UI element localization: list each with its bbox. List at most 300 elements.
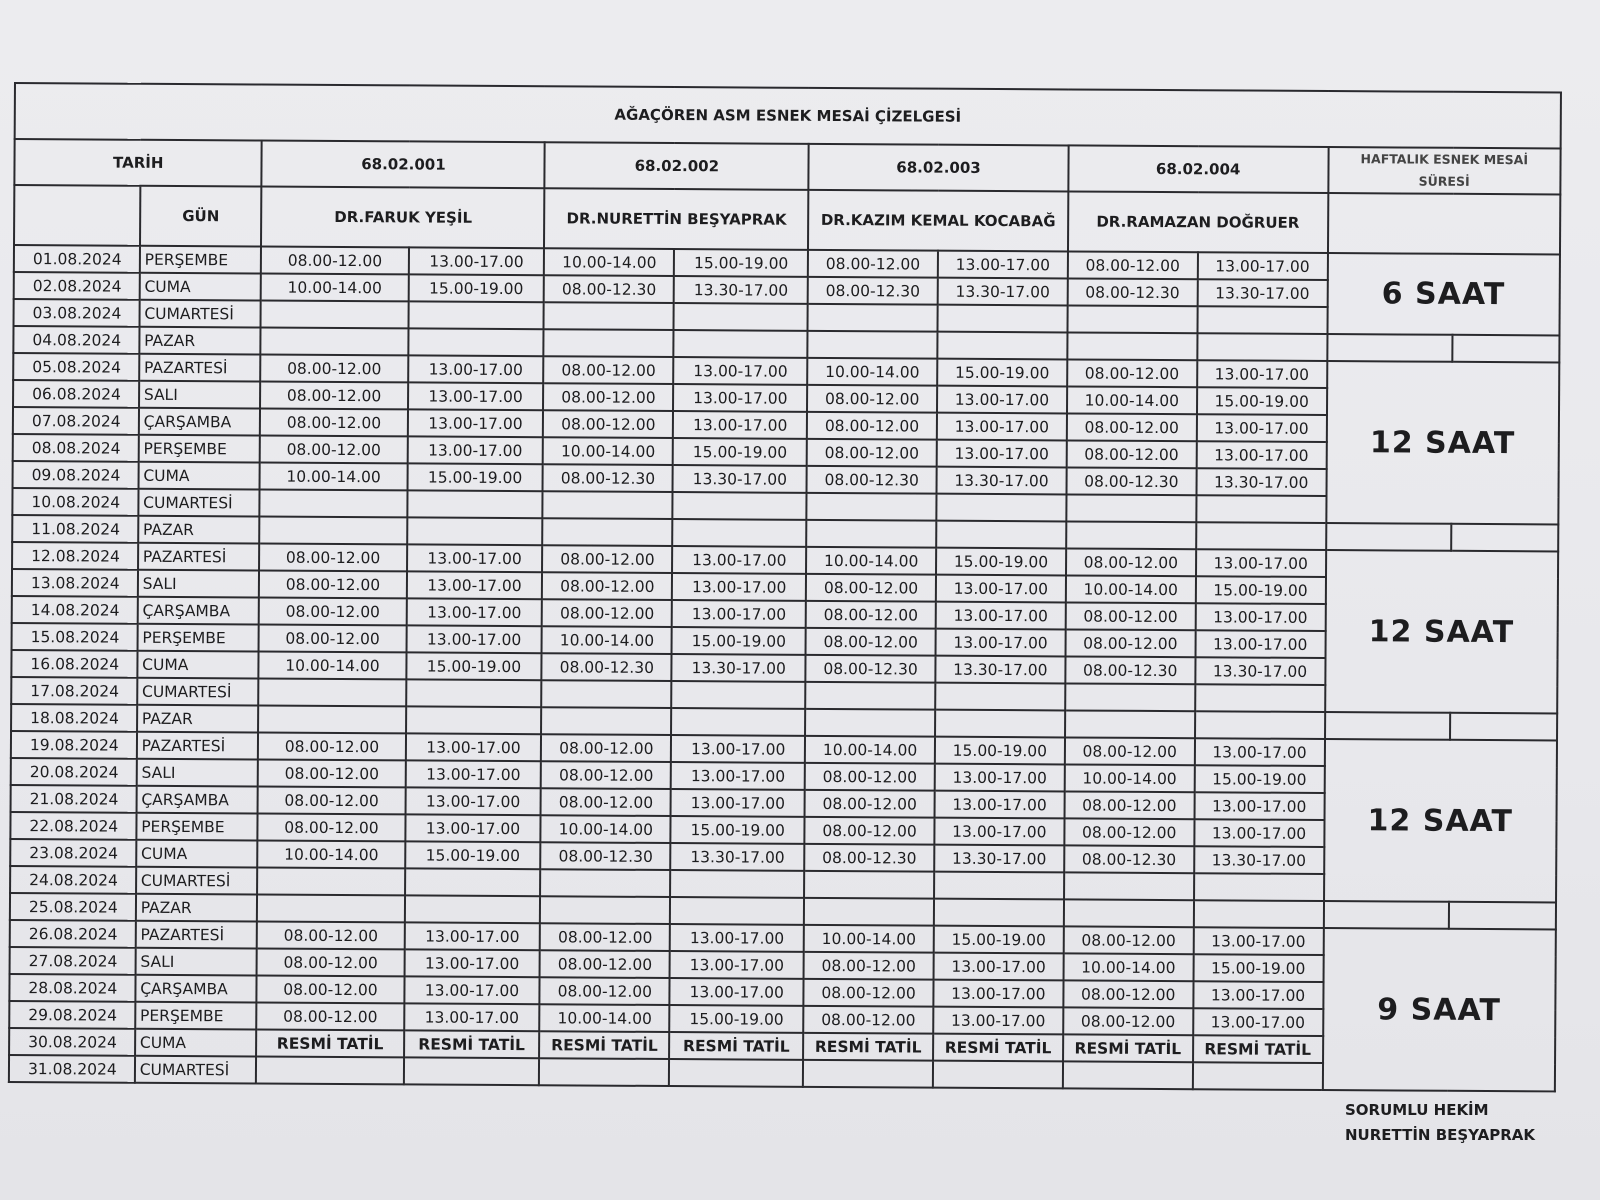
shift-cell: 13.30-17.00 [671,843,805,871]
shift-cell [935,683,1065,711]
shift-cell: 13.00-17.00 [671,789,805,817]
shift-cell: 08.00-12.00 [805,817,935,845]
shift-cell: 13.00-17.00 [406,571,542,599]
shift-cell [1066,521,1196,549]
shift-cell [544,302,674,330]
shift-cell: 08.00-12.00 [806,601,936,629]
page-title: AĞAÇÖREN ASM ESNEK MESAİ ÇİZELGESİ [15,83,1561,148]
shift-cell: 08.00-12.00 [807,439,937,467]
doctor-name-1: DR.FARUK YEŞİL [261,187,544,249]
shift-cell: 08.00-12.00 [540,950,670,978]
shift-cell: 08.00-12.00 [1063,980,1193,1008]
shift-cell: 13.30-17.00 [673,465,807,493]
shift-cell: 15.00-19.00 [673,438,807,466]
shift-cell: 08.00-12.30 [542,653,672,681]
shift-cell: 10.00-14.00 [259,652,406,680]
shift-cell: 08.00-12.00 [543,383,673,411]
day-cell: PERŞEMBE [138,435,260,463]
shift-cell: 08.00-12.00 [1065,737,1195,765]
shift-cell [1064,872,1194,900]
date-cell: 11.08.2024 [12,515,138,543]
shift-cell: 13.00-17.00 [407,409,543,437]
shift-cell: 08.00-12.00 [257,922,404,950]
shift-cell [670,897,804,925]
shift-cell: 13.00-17.00 [934,818,1064,846]
shift-cell: 08.00-12.00 [807,412,937,440]
shift-cell: 13.00-17.00 [1198,252,1328,280]
shift-cell [805,682,935,710]
shift-cell: 13.00-17.00 [934,953,1064,981]
weekly-hours-cell: 6 SAAT [1327,253,1560,335]
shift-cell: 15.00-19.00 [671,816,805,844]
shift-cell: 13.00-17.00 [405,814,541,842]
shift-cell: 08.00-12.00 [805,790,935,818]
shift-cell: 08.00-12.00 [258,814,405,842]
date-cell: 08.08.2024 [13,434,139,462]
shift-cell [938,305,1068,333]
date-cell: 01.08.2024 [14,245,140,273]
shift-cell: 13.00-17.00 [405,733,541,761]
shift-cell: 08.00-12.00 [260,409,407,437]
shift-cell: 08.00-12.00 [259,598,406,626]
shift-cell: 15.00-19.00 [1194,765,1324,793]
shift-cell: 13.00-17.00 [670,924,804,952]
date-subheader [14,185,140,246]
shift-cell [1065,710,1195,738]
shift-cell [936,494,1066,522]
shift-cell [674,303,808,331]
shift-cell: 13.00-17.00 [938,251,1068,279]
shift-cell: 13.00-17.00 [670,978,804,1006]
shift-cell: 15.00-19.00 [406,652,542,680]
shift-cell: 08.00-12.00 [259,571,406,599]
shift-cell [808,304,938,332]
day-cell: CUMA [136,840,258,868]
shift-cell: 13.00-17.00 [404,949,540,977]
shift-cell: 13.00-17.00 [1195,738,1325,766]
shift-cell: 10.00-14.00 [805,736,935,764]
shift-cell: RESMİ TATİL [669,1032,803,1060]
date-cell: 10.08.2024 [12,488,138,516]
shift-cell: 08.00-12.00 [1067,413,1197,441]
shift-cell: 08.00-12.00 [540,977,670,1005]
date-cell: 09.08.2024 [13,461,139,489]
shift-cell [935,710,1065,738]
shift-cell: 13.00-17.00 [935,764,1065,792]
shift-cell [544,329,674,357]
shift-cell: 13.00-17.00 [672,573,806,601]
unit-code-2: 68.02.002 [545,142,809,190]
shift-cell [540,896,670,924]
shift-cell [408,328,544,356]
shift-cell [1194,873,1324,901]
shift-cell: 15.00-19.00 [674,249,808,277]
shift-cell [257,895,404,923]
shift-cell: 10.00-14.00 [1063,953,1193,981]
shift-cell: 08.00-12.00 [257,1003,404,1031]
day-cell: CUMA [137,651,259,679]
shift-cell [259,679,406,707]
shift-cell: 08.00-12.00 [804,979,934,1007]
shift-cell: 13.00-17.00 [408,355,544,383]
date-cell: 13.08.2024 [12,569,138,597]
shift-cell: 08.00-12.00 [1068,251,1198,279]
date-cell: 26.08.2024 [10,920,136,948]
shift-cell: 13.00-17.00 [673,384,807,412]
shift-cell [803,1060,933,1088]
shift-cell: 08.00-12.00 [804,952,934,980]
shift-cell [936,521,1066,549]
day-cell: PAZAR [138,516,260,544]
day-cell: ÇARŞAMBA [135,975,257,1003]
shift-cell [256,1056,403,1084]
shift-cell: 13.00-17.00 [935,791,1065,819]
signature-name: NURETTİN BEŞYAPRAK [1345,1126,1535,1144]
shift-cell: 13.00-17.00 [936,602,1066,630]
shift-cell: 13.00-17.00 [937,440,1067,468]
shift-cell: 08.00-12.30 [1068,278,1198,306]
date-cell: 19.08.2024 [11,731,137,759]
shift-cell [260,490,407,518]
shift-cell: 13.00-17.00 [673,411,807,439]
day-cell: PAZARTESİ [139,354,261,382]
shift-cell: 08.00-12.00 [541,761,671,789]
shift-cell: 10.00-14.00 [542,626,672,654]
shift-cell: 15.00-19.00 [1193,954,1323,982]
shift-cell: 13.30-17.00 [674,276,808,304]
shift-cell: 13.00-17.00 [404,922,540,950]
shift-cell: 13.00-17.00 [672,600,806,628]
shift-cell: 13.00-17.00 [404,976,540,1004]
shift-cell: 13.30-17.00 [935,656,1065,684]
shift-cell [804,898,934,926]
shift-cell: 13.00-17.00 [406,598,542,626]
shift-cell: 13.00-17.00 [406,625,542,653]
shift-cell: 10.00-14.00 [807,358,937,386]
weekly-hours-cell: 12 SAAT [1326,361,1559,524]
day-cell: PAZARTESİ [135,921,257,949]
shift-cell: RESMİ TATİL [933,1034,1063,1062]
shift-cell: 08.00-12.00 [260,436,407,464]
shift-cell: 08.00-12.30 [1065,656,1195,684]
shift-cell: 10.00-14.00 [541,815,671,843]
shift-cell: 13.00-17.00 [1195,603,1325,631]
date-cell: 18.08.2024 [11,704,137,732]
shift-cell: 13.30-17.00 [937,467,1067,495]
shift-cell: 15.00-19.00 [936,548,1066,576]
shift-cell [1197,306,1327,334]
shift-cell: 13.00-17.00 [671,735,805,763]
shift-cell [1195,711,1325,739]
shift-cell: 13.00-17.00 [933,980,1063,1008]
shift-cell: RESMİ TATİL [404,1030,540,1058]
shift-cell: 13.00-17.00 [1193,1008,1323,1036]
shift-cell: 08.00-12.00 [1064,791,1194,819]
date-cell: 12.08.2024 [12,542,138,570]
shift-cell: 08.00-12.00 [261,247,408,275]
shift-cell: 08.00-12.00 [261,355,408,383]
date-cell: 04.08.2024 [13,326,139,354]
shift-cell: 13.00-17.00 [1193,927,1323,955]
date-cell: 03.08.2024 [14,299,140,327]
shift-cell: 08.00-12.00 [260,544,407,572]
shift-cell: 13.00-17.00 [405,760,541,788]
shift-cell: 13.00-17.00 [933,1007,1063,1035]
shift-cell: 08.00-12.00 [1066,548,1196,576]
shift-cell: 15.00-19.00 [670,1005,804,1033]
weekly-empty-cell [1327,334,1453,362]
shift-cell: 10.00-14.00 [540,1004,670,1032]
shift-cell: 13.00-17.00 [1197,414,1327,442]
shift-cell: 10.00-14.00 [543,437,673,465]
shift-cell: 08.00-12.30 [1064,845,1194,873]
shift-cell: 10.00-14.00 [260,463,407,491]
day-cell: ÇARŞAMBA [137,597,259,625]
shift-cell: 08.00-12.00 [541,734,671,762]
shift-cell [937,332,1067,360]
shift-cell: 08.00-12.30 [807,466,937,494]
unit-code-3: 68.02.003 [809,144,1069,192]
shift-cell [408,301,544,329]
shift-cell: 08.00-12.00 [806,574,936,602]
day-cell: PERŞEMBE [137,624,259,652]
day-cell: PAZARTESİ [138,543,260,571]
shift-cell: 08.00-12.00 [808,250,938,278]
shift-cell: 08.00-12.00 [542,545,672,573]
signature-title: SORUMLU HEKİM [1345,1101,1489,1119]
shift-cell: 13.00-17.00 [937,386,1067,414]
shift-cell: 13.00-17.00 [1195,630,1325,658]
shift-cell: 08.00-12.00 [259,625,406,653]
date-cell: 30.08.2024 [9,1028,135,1056]
weekly-duration-subheader [1327,193,1560,254]
shift-cell: 13.30-17.00 [672,654,806,682]
shift-cell: 13.00-17.00 [673,357,807,385]
shift-cell: 08.00-12.00 [1067,440,1197,468]
shift-cell: RESMİ TATİL [257,1030,404,1058]
shift-cell: 08.00-12.30 [543,464,673,492]
unit-code-4: 68.02.004 [1068,145,1328,193]
shift-cell: 13.00-17.00 [404,1003,540,1031]
day-cell: SALI [135,948,257,976]
shift-cell: 08.00-12.00 [1064,818,1194,846]
shift-cell: 13.00-17.00 [936,629,1066,657]
shift-cell [1196,495,1326,523]
shift-cell: 08.00-12.00 [257,949,404,977]
day-cell: PAZAR [136,894,258,922]
shift-cell: 15.00-19.00 [407,463,543,491]
shift-cell [543,518,673,546]
shift-cell [260,517,407,545]
day-cell: PERŞEMBE [140,246,262,274]
date-cell: 31.08.2024 [9,1055,135,1083]
shift-cell: 08.00-12.00 [544,356,674,384]
shift-cell: 10.00-14.00 [1066,575,1196,603]
shift-cell: 13.30-17.00 [934,845,1064,873]
shift-cell [670,870,804,898]
shift-cell [671,708,805,736]
date-cell: 21.08.2024 [11,785,137,813]
day-cell: CUMA [135,1029,257,1057]
date-cell: 27.08.2024 [10,947,136,975]
date-cell: 02.08.2024 [14,272,140,300]
date-cell: 20.08.2024 [11,758,137,786]
shift-cell: 15.00-19.00 [1196,576,1326,604]
shift-cell: 13.30-17.00 [1196,468,1326,496]
shift-cell [405,868,541,896]
shift-cell [807,493,937,521]
shift-cell [543,491,673,519]
shift-cell [934,872,1064,900]
shift-cell: 13.30-17.00 [938,278,1068,306]
date-cell: 05.08.2024 [13,353,139,381]
shift-cell [1194,900,1324,928]
shift-cell: 08.00-12.30 [804,844,934,872]
weekly-empty-cell [1449,902,1556,930]
date-cell: 24.08.2024 [10,866,136,894]
shift-cell: 13.00-17.00 [407,436,543,464]
day-cell: PAZAR [139,327,261,355]
day-cell: SALI [136,759,258,787]
shift-cell: 13.00-17.00 [1196,549,1326,577]
shift-cell: 08.00-12.30 [808,277,938,305]
shift-cell [672,519,806,547]
shift-cell: 08.00-12.00 [541,788,671,816]
shift-cell: 08.00-12.30 [541,842,671,870]
shift-cell: 15.00-19.00 [937,359,1067,387]
weekly-hours-cell: 12 SAAT [1325,550,1558,713]
date-cell: 07.08.2024 [13,407,139,435]
shift-cell: 15.00-19.00 [672,627,806,655]
weekly-hours-cell: 9 SAAT [1322,928,1555,1091]
unit-code-1: 68.02.001 [262,141,545,189]
shift-cell: 13.00-17.00 [408,382,544,410]
shift-cell [407,517,543,545]
shift-cell [539,1058,669,1086]
shift-cell: 13.30-17.00 [1197,279,1327,307]
weekly-hours-cell: 12 SAAT [1324,739,1557,902]
day-cell: PAZAR [137,705,259,733]
shift-cell: 10.00-14.00 [806,547,936,575]
doctor-name-2: DR.NURETTİN BEŞYAPRAK [544,188,808,250]
shift-cell: 15.00-19.00 [934,926,1064,954]
shift-cell [674,330,808,358]
shift-cell: 08.00-12.00 [803,1006,933,1034]
day-cell: CUMARTESİ [136,867,258,895]
shift-cell: 08.00-12.00 [1066,602,1196,630]
weekly-empty-cell [1450,713,1557,741]
shift-cell: 15.00-19.00 [1197,387,1327,415]
shift-cell [804,871,934,899]
shift-cell [406,679,542,707]
date-cell: 15.08.2024 [12,623,138,651]
shift-cell [542,680,672,708]
date-cell: 23.08.2024 [10,839,136,867]
shift-cell [404,895,540,923]
shift-cell [407,490,543,518]
doctor-name-3: DR.KAZIM KEMAL KOCABAĞ [808,190,1068,252]
shift-cell: 10.00-14.00 [1067,386,1197,414]
day-cell: SALI [138,570,260,598]
shift-cell [1196,522,1326,550]
shift-cell [808,331,938,359]
shift-cell: 08.00-12.00 [1063,1007,1193,1035]
shift-cell: 13.00-17.00 [408,247,544,275]
weekly-duration-header: HAFTALIK ESNEK MESAİ SÜRESİ [1328,147,1561,194]
weekly-empty-cell [1325,712,1451,740]
day-cell: CUMA [139,273,261,301]
shift-cell [261,301,408,329]
shift-cell [669,1059,803,1087]
shift-cell: 13.00-17.00 [1194,792,1324,820]
shift-cell: RESMİ TATİL [1063,1034,1193,1062]
shift-cell: 13.00-17.00 [1193,981,1323,1009]
shift-cell: 15.00-19.00 [408,274,544,302]
shift-cell: 13.00-17.00 [1196,441,1326,469]
shift-cell: 08.00-12.00 [542,572,672,600]
shift-cell [403,1057,539,1085]
shift-cell: 13.00-17.00 [672,546,806,574]
shift-cell [542,707,672,735]
weekly-empty-cell [1451,524,1558,552]
day-cell: SALI [139,381,261,409]
date-cell: 16.08.2024 [11,650,137,678]
date-cell: 17.08.2024 [11,677,137,705]
shift-cell: 08.00-12.00 [1065,629,1195,657]
date-cell: 22.08.2024 [10,812,136,840]
shift-cell: RESMİ TATİL [540,1031,670,1059]
shift-cell [1065,683,1195,711]
shift-cell [933,1061,1063,1089]
shift-cell: 15.00-19.00 [935,737,1065,765]
shift-cell [805,709,935,737]
shift-cell: 13.00-17.00 [1197,360,1327,388]
shift-cell [1193,1062,1323,1090]
shift-cell: 08.00-12.00 [1067,359,1197,387]
shift-cell [1066,494,1196,522]
signature-block [1345,1098,1535,1148]
shift-cell [541,869,671,897]
shift-cell: 08.00-12.00 [257,976,404,1004]
shift-cell [1063,1061,1193,1089]
schedule-sheet [8,82,1562,1092]
shift-cell: 08.00-12.00 [543,410,673,438]
shift-cell: 08.00-12.00 [1064,926,1194,954]
day-cell: PAZARTESİ [137,732,259,760]
date-cell: 28.08.2024 [9,974,135,1002]
shift-cell: 08.00-12.00 [805,763,935,791]
shift-cell: 08.00-12.30 [544,275,674,303]
shift-cell [1067,305,1197,333]
shift-cell [261,328,408,356]
shift-cell [1064,899,1194,927]
shift-cell: 13.00-17.00 [937,413,1067,441]
shift-cell: 08.00-12.00 [542,599,672,627]
day-cell: CUMARTESİ [137,678,259,706]
doctor-name-4: DR.RAMAZAN DOĞRUER [1068,191,1328,253]
shift-cell [258,868,405,896]
shift-cell [806,520,936,548]
date-cell: 06.08.2024 [13,380,139,408]
shift-cell: 08.00-12.00 [258,733,405,761]
day-cell: CUMARTESİ [135,1056,257,1084]
shift-cell: 08.00-12.00 [807,385,937,413]
shift-cell [1197,333,1327,361]
shift-cell: 13.00-17.00 [407,544,543,572]
shift-cell: 13.30-17.00 [1195,657,1325,685]
day-cell: PERŞEMBE [135,1002,257,1030]
shift-cell [672,681,806,709]
